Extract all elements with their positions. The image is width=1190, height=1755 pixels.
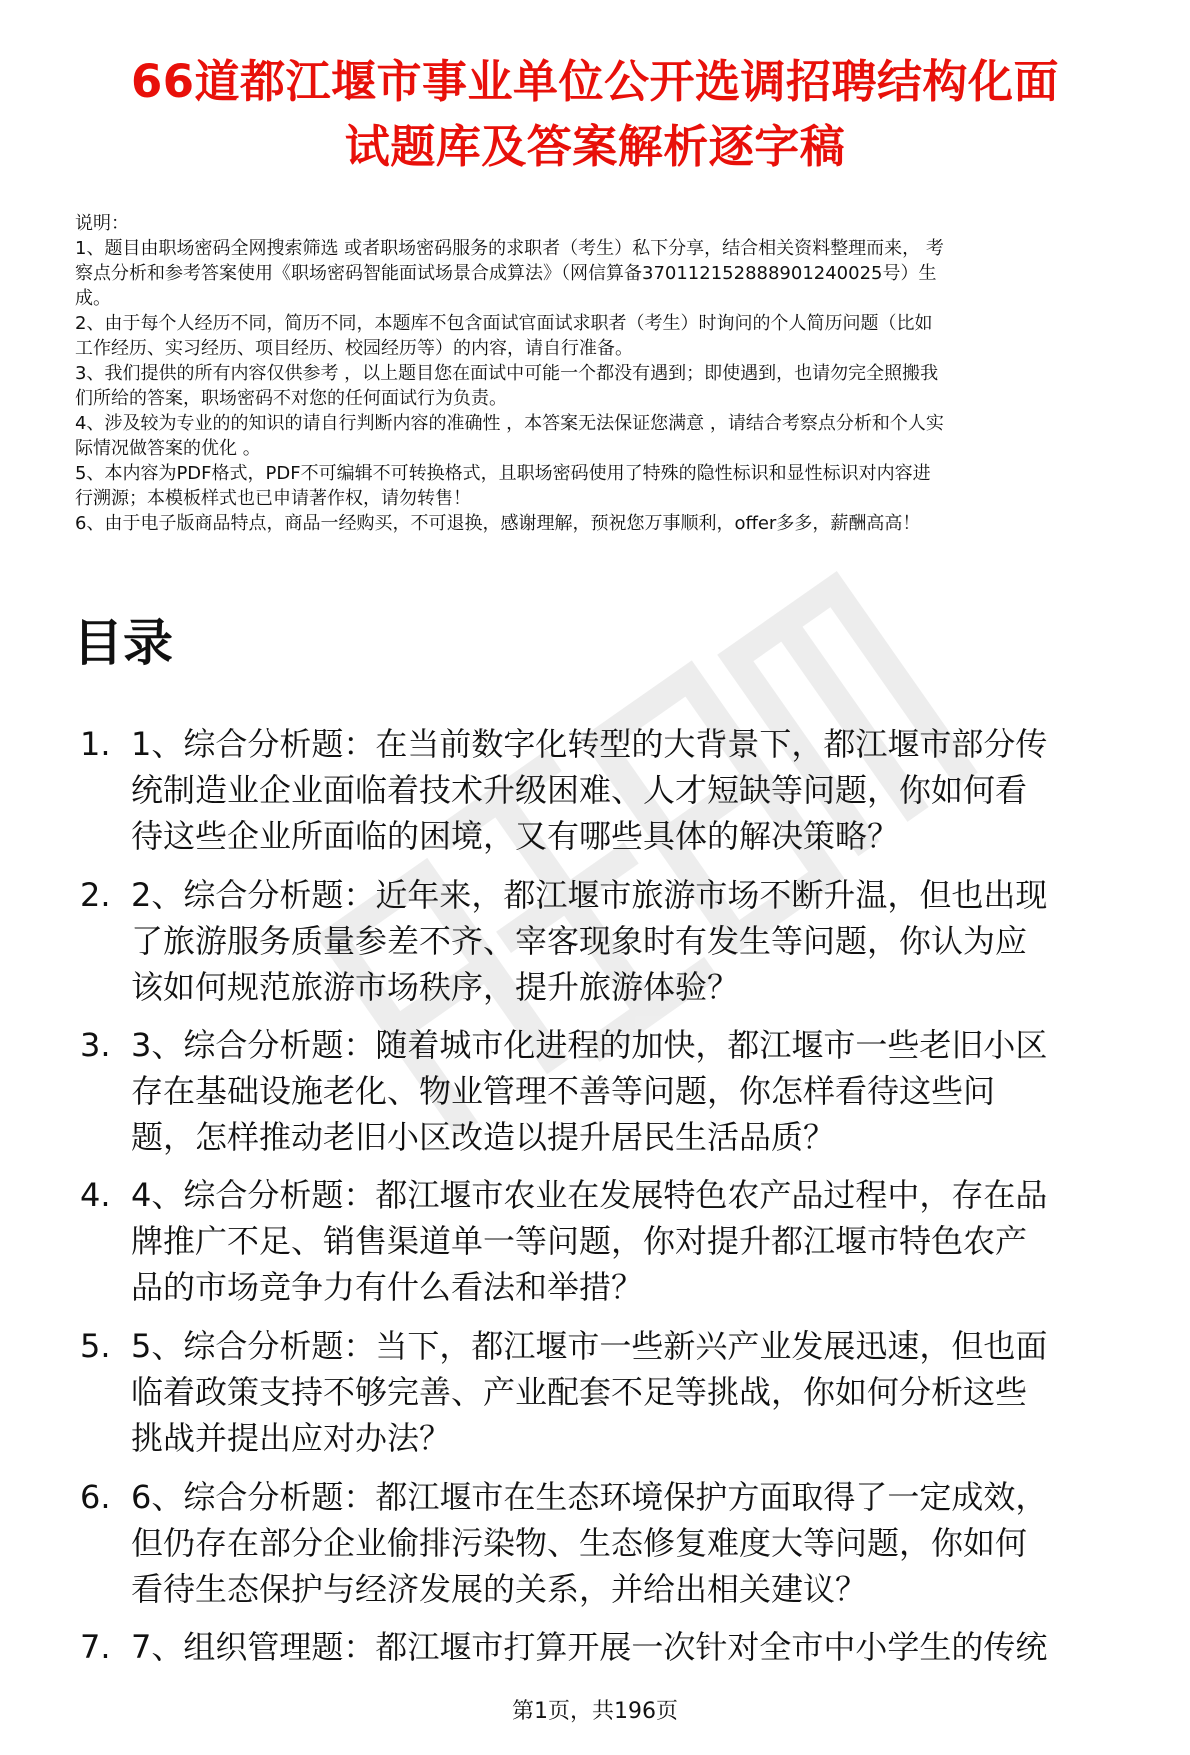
instructions-block bbox=[75, 211, 1165, 536]
toc-item-line: 牌推广不足、销售渠道单一等问题，你对提升都江堰市特色农产 bbox=[131, 1222, 1028, 1260]
toc-item-line: 该如何规范旅游市场秩序，提升旅游体验？ bbox=[131, 968, 740, 1006]
instructions-line: 6、由于电子版商品特点，商品一经购买，不可退换，感谢理解，预祝您万事顺利，offer多多，薪酬高高！ bbox=[75, 513, 921, 534]
toc-item-line: 1、综合分析题：在当前数字化转型的大背景下，都江堰市部分传 bbox=[131, 725, 1048, 763]
toc-item-number: 6. bbox=[80, 1478, 111, 1516]
document-title-line-1: 66道都江堰市事业单位公开选调招聘结构化面 bbox=[130, 55, 1060, 108]
toc-item-7[interactable] bbox=[80, 1624, 1170, 1670]
toc-item-3[interactable] bbox=[80, 1022, 1170, 1160]
instructions-line: 4、涉及较为专业的的知识的请自行判断内容的准确性 ，本答案无法保证您满意 ，请结合考察点分析和个人实 bbox=[75, 413, 944, 434]
toc-item-line: 临着政策支持不够完善、产业配套不足等挑战，你如何分析这些 bbox=[131, 1373, 1028, 1411]
toc-item-6[interactable] bbox=[80, 1474, 1170, 1612]
instructions-line: 3、我们提供的所有内容仅供参考 ，以上题目您在面试中可能一个都没有遇到；即使遇到，也请勿完全照搬我 bbox=[75, 363, 939, 384]
toc-item-4[interactable] bbox=[80, 1172, 1170, 1310]
toc-item-line: 题，怎样推动老旧小区改造以提升居民生活品质？ bbox=[131, 1118, 836, 1156]
toc-item-line: 统制造业企业面临着技术升级困难、人才短缺等问题，你如何看 bbox=[131, 771, 1028, 809]
toc-item-line: 存在基础设施老化、物业管理不善等问题，你怎样看待这些问 bbox=[131, 1072, 996, 1110]
toc-item-line: 待这些企业所面临的困境，又有哪些具体的解决策略？ bbox=[131, 817, 900, 855]
document-title-line-2: 试题库及答案解析逐字稿 bbox=[344, 120, 846, 173]
instructions-line: 成。 bbox=[75, 288, 111, 309]
toc-item-line: 5、综合分析题：当下，都江堰市一些新兴产业发展迅速，但也面 bbox=[131, 1327, 1048, 1365]
toc-item-number: 4. bbox=[80, 1176, 111, 1214]
instructions-line: 5、本内容为PDF格式，PDF不可编辑不可转换格式，且职场密码使用了特殊的隐性标识和显性标识对内容进 bbox=[75, 463, 931, 484]
toc-item-line: 2、综合分析题：近年来，都江堰市旅游市场不断升温，但也出现 bbox=[131, 876, 1048, 914]
instructions-heading: 说明： bbox=[75, 213, 129, 234]
toc-item-line: 看待生态保护与经济发展的关系，并给出相关建议？ bbox=[131, 1570, 868, 1608]
toc-item-5[interactable] bbox=[80, 1323, 1170, 1461]
toc-item-number: 2. bbox=[80, 876, 111, 914]
instructions-line: 们所给的答案，职场密码不对您的任何面试行为负责。 bbox=[75, 388, 507, 409]
toc-item-number: 7. bbox=[80, 1628, 111, 1666]
page-footer: 第1页，共196页 bbox=[512, 1699, 678, 1724]
toc-item-2[interactable] bbox=[80, 872, 1170, 1010]
toc-item-1[interactable] bbox=[80, 721, 1170, 859]
toc-item-line: 6、综合分析题：都江堰市在生态环境保护方面取得了一定成效， bbox=[131, 1478, 1048, 1516]
toc-item-number: 3. bbox=[80, 1026, 111, 1064]
toc-item-line: 挑战并提出应对办法？ bbox=[131, 1419, 452, 1457]
toc-item-line: 但仍存在部分企业偷排污染物、生态修复难度大等问题，你如何 bbox=[131, 1524, 1028, 1562]
toc-item-line: 了旅游服务质量参差不齐、宰客现象时有发生等问题，你认为应 bbox=[131, 922, 1028, 960]
instructions-line: 察点分析和参考答案使用《职场密码智能面试场景合成算法》（网信算备370112152888901240025号）生 bbox=[75, 263, 937, 284]
instructions-line: 2、由于每个人经历不同，简历不同，本题库不包含面试官面试求职者（考生）时询问的个人简历问题（比如 bbox=[75, 313, 933, 334]
toc-item-number: 5. bbox=[80, 1327, 111, 1365]
instructions-line: 1、题目由职场密码全网搜索筛选 或者职场密码服务的求职者（考生）私下分享，结合相关资料整理而来， 考 bbox=[75, 238, 944, 259]
instructions-line: 工作经历、实习经历、项目经历、校园经历等）的内容，请自行准备。 bbox=[75, 338, 633, 359]
toc-item-number: 1. bbox=[80, 725, 111, 763]
toc-item-line: 3、综合分析题：随着城市化进程的加快，都江堰市一些老旧小区 bbox=[131, 1026, 1048, 1064]
instructions-line: 际情况做答案的优化 。 bbox=[75, 438, 261, 459]
toc-heading: 目录 bbox=[73, 614, 173, 672]
toc-item-line: 7、组织管理题：都江堰市打算开展一次针对全市中小学生的传统 bbox=[131, 1628, 1048, 1666]
toc-item-line: 品的市场竞争力有什么看法和举措？ bbox=[131, 1268, 644, 1306]
toc-item-line: 4、综合分析题：都江堰市农业在发展特色农产品过程中，存在品 bbox=[131, 1176, 1048, 1214]
instructions-line: 行溯源；本模板样式也已申请著作权，请勿转售！ bbox=[75, 488, 471, 509]
